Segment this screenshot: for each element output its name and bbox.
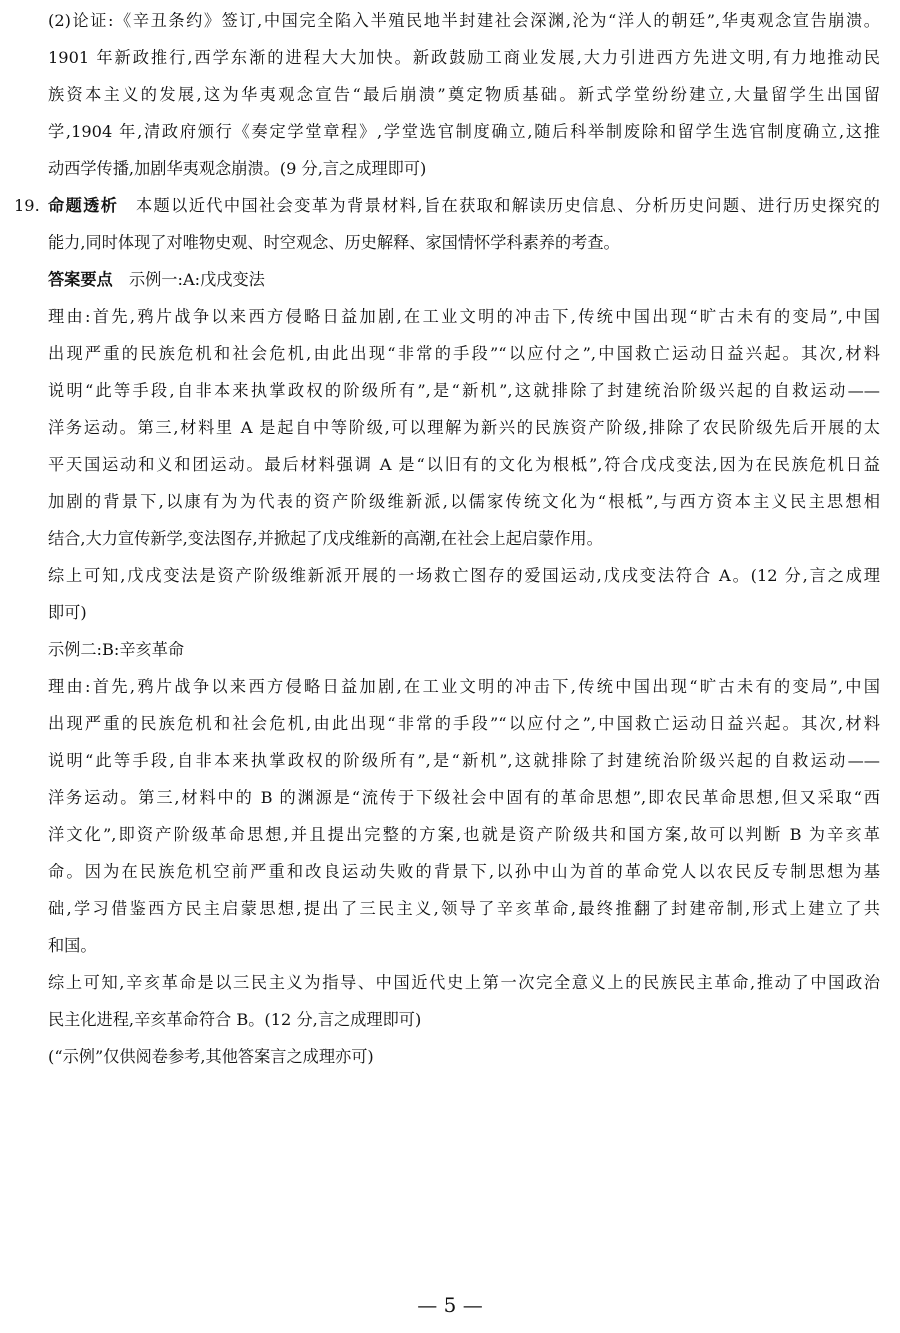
example2-reason-line-7: 础,学习借鉴西方民主启蒙思想,提出了三民主义,领导了辛亥革命,最终推翻了封建帝制,形式上建立了共 [48,899,880,918]
example2-title: 示例二:B:辛亥革命 [48,640,185,659]
example2-reason-line-1: 理由:首先,鸦片战争以来西方侵略日益加剧,在工业文明的冲击下,传统中国出现“旷古未有的变局”,中国 [48,677,880,696]
example1-conclusion-line-2: 即可) [48,603,87,622]
example1-reason-line-5: 平天国运动和义和团运动。最后材料强调 A 是“以旧有的文化为根柢”,符合戊戌变法,因为在民族危机日益 [48,455,880,474]
grading-note: (“示例”仅供阅卷参考,其他答案言之成理亦可) [48,1047,374,1066]
example1-reason-line-4: 洋务运动。第三,材料里 A 是起自中等阶级,可以理解为新兴的民族资产阶级,排除了农民阶级先后开展的太 [48,418,880,437]
part2-line-2: 1901 年新政推行,西学东渐的进程大大加快。新政鼓励工商业发展,大力引进西方先进文明,有力地推动民 [48,48,880,67]
example2-reason-line-3: 说明“此等手段,自非本来执掌政权的阶级所有”,是“新机”,这就排除了封建统治阶级兴起的自救运动—— [48,751,880,770]
intro-text: 本题以近代中国社会变革为背景材料,旨在获取和解读历史信息、分析历史问题、进行历史探究的 [134,196,880,215]
question-number: 19. [14,196,40,215]
example2-reason-line-5: 洋文化”,即资产阶级革命思想,并且提出完整的方案,也就是资产阶级共和国方案,故可以判断 B 为辛亥革 [48,825,880,844]
example1-reason-line-6: 加剧的背景下,以康有为为代表的资产阶级维新派,以儒家传统文化为“根柢”,与西方资本主义民主思想相 [48,492,880,511]
page-number: — 5 — [417,1293,483,1317]
question-intro-line-2: 能力,同时体现了对唯物史观、时空观念、历史解释、家国情怀学科素养的考查。 [48,233,620,252]
example2-reason-line-2: 出现严重的民族危机和社会危机,由此出现“非常的手段”“以应付之”,中国救亡运动日益兴起。其次,材料 [48,714,880,733]
answer-label: 答案要点 [48,270,113,289]
question-intro-line-1 [48,188,880,224]
example1-reason-line-7: 结合,大力宣传新学,变法图存,并掀起了戊戌维新的高潮,在社会上起启蒙作用。 [48,529,603,548]
example2-conclusion-line-2: 民主化进程,辛亥革命符合 B。(12 分,言之成理即可) [48,1010,422,1029]
example2-reason-line-8: 和国。 [48,936,97,955]
example1-conclusion-line-1: 综上可知,戊戌变法是资产阶级维新派开展的一场救亡图存的爱国运动,戊戌变法符合 A。(12 分,言之成理 [48,566,880,585]
example1-reason-line-2: 出现严重的民族危机和社会危机,由此出现“非常的手段”“以应付之”,中国救亡运动日益兴起。其次,材料 [48,344,880,363]
answer-header [48,262,880,298]
example2-reason-line-6: 命。因为在民族危机空前严重和改良运动失败的背景下,以孙中山为首的革命党人以农民反专制思想为基 [48,862,880,881]
part2-line-4: 学,1904 年,清政府颁行《奏定学堂章程》,学堂选官制度确立,随后科举制废除和留学生选官制度确立,这推 [48,122,880,141]
example1-reason-line-1: 理由:首先,鸦片战争以来西方侵略日益加剧,在工业文明的冲击下,传统中国出现“旷古未有的变局”,中国 [48,307,880,326]
example2-conclusion-line-1: 综上可知,辛亥革命是以三民主义为指导、中国近代史上第一次完全意义上的民族民主革命,推动了中国政治 [48,973,880,992]
part2-line-3: 族资本主义的发展,这为华夷观念宣告“最后崩溃”奠定物质基础。新式学堂纷纷建立,大量留学生出国留 [48,85,880,104]
intro-label: 命题透析 [48,196,119,215]
part2-line-5: 动西学传播,加剧华夷观念崩溃。(9 分,言之成理即可) [48,159,427,178]
example1-reason-line-3: 说明“此等手段,自非本来执掌政权的阶级所有”,是“新机”,这就排除了封建统治阶级兴起的自救运动—— [48,381,880,400]
example1-title: 示例一:A:戊戌变法 [128,270,265,289]
example2-reason-line-4: 洋务运动。第三,材料中的 B 的渊源是“流传于下级社会中固有的革命思想”,即农民革命思想,但又采取“西 [48,788,880,807]
part2-line-1: (2)论证:《辛丑条约》签订,中国完全陷入半殖民地半封建社会深渊,沦为“洋人的朝廷”,华夷观念宣告崩溃。 [48,11,880,30]
